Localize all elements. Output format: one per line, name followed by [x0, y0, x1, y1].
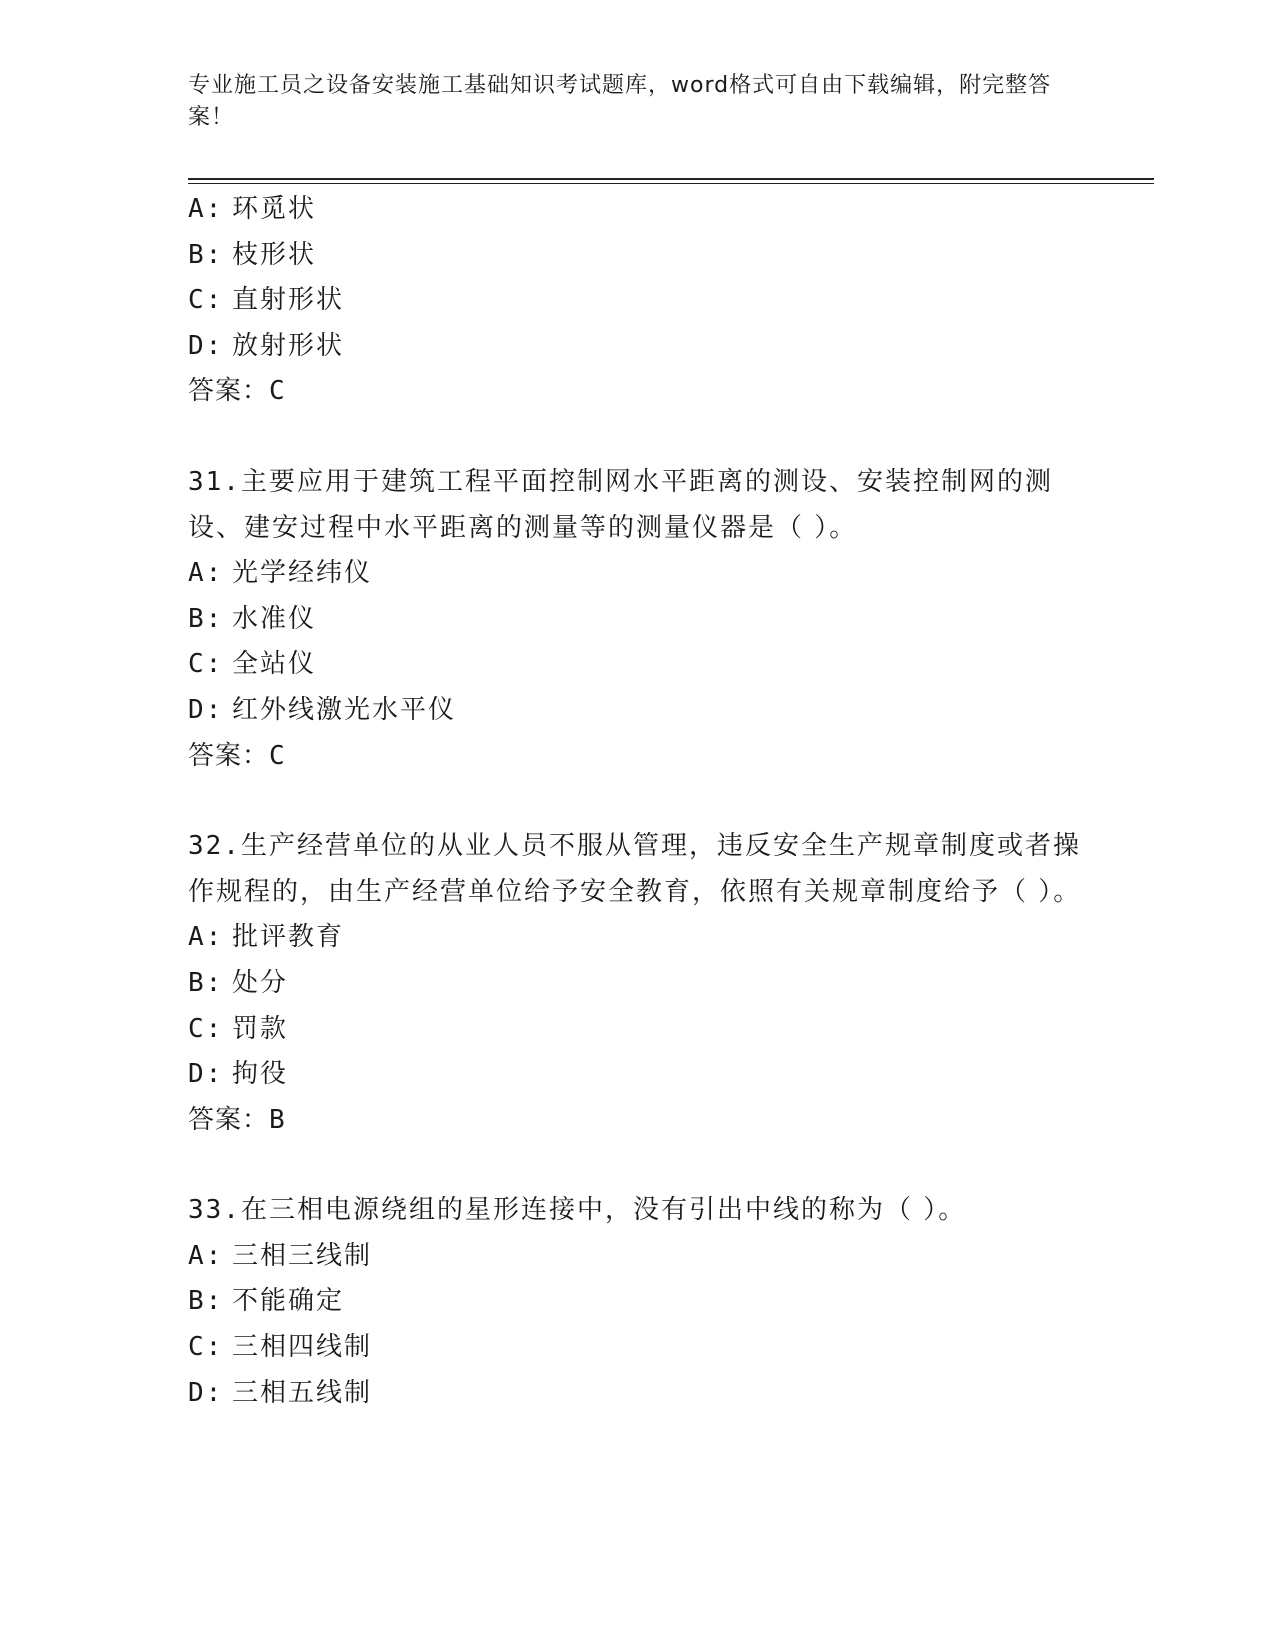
answer-line	[188, 1098, 1088, 1144]
answer-line	[188, 734, 1088, 780]
option-key: D:	[188, 1377, 224, 1408]
option-text: 批评教育	[232, 922, 345, 953]
answer-value: C	[269, 740, 286, 771]
option-b	[188, 961, 1088, 1007]
option-text: 环觅状	[232, 194, 317, 224]
option-text: 三相五线制	[232, 1377, 373, 1408]
option-text: 三相三线制	[232, 1240, 373, 1271]
option-text: 全站仪	[232, 649, 317, 680]
question-text	[188, 824, 1088, 915]
header-divider-thin	[188, 183, 1154, 184]
option-text: 枝形状	[232, 239, 317, 270]
option-key: C:	[188, 1013, 224, 1044]
question-text	[188, 460, 1088, 551]
option-text: 水准仪	[232, 603, 317, 634]
answer-label: 答案：	[188, 740, 270, 771]
option-d	[188, 1052, 1088, 1098]
option-b	[188, 233, 1088, 279]
question-body: 生产经营单位的从业人员不服从管理，违反安全生产规章制度或者操作规程的，由生产经营单位给予安全教育，依照有关规章制度给予（ ）。	[188, 831, 1082, 907]
option-text: 放射形状	[232, 330, 345, 361]
option-key: C:	[188, 649, 224, 680]
option-a	[188, 551, 1088, 597]
spacer	[188, 779, 1088, 824]
spacer	[188, 415, 1088, 460]
option-c	[188, 1325, 1088, 1371]
option-key: A:	[188, 1240, 224, 1271]
option-a	[188, 915, 1088, 961]
option-text: 处分	[232, 967, 289, 998]
option-key: D:	[188, 1059, 224, 1090]
option-key: A:	[188, 194, 224, 224]
option-c	[188, 278, 1088, 324]
option-key: B:	[188, 239, 224, 270]
answer-label: 答案：	[188, 376, 270, 407]
question-33	[188, 1188, 1088, 1416]
option-key: C:	[188, 285, 224, 316]
spacer	[188, 1143, 1088, 1188]
option-d	[188, 688, 1088, 734]
option-key: B:	[188, 967, 224, 998]
answer-label: 答案：	[188, 1104, 270, 1135]
option-c	[188, 1007, 1088, 1053]
answer-value: C	[269, 376, 286, 407]
option-text: 光学经纬仪	[232, 558, 373, 589]
option-key: C:	[188, 1332, 224, 1363]
option-a	[188, 1234, 1088, 1280]
question-text	[188, 1188, 1088, 1234]
option-c	[188, 642, 1088, 688]
question-body: 主要应用于建筑工程平面控制网水平距离的测设、安装控制网的测设、建安过程中水平距离的测量等的测量仪器是（ ）。	[188, 466, 1053, 543]
question-number: 31.	[188, 466, 241, 497]
option-key: B:	[188, 603, 224, 634]
option-text: 罚款	[232, 1013, 289, 1044]
option-text: 直射形状	[232, 285, 345, 316]
question-body: 在三相电源绕组的星形连接中，没有引出中线的称为（ ）。	[240, 1195, 967, 1226]
question-31	[188, 460, 1088, 779]
option-d	[188, 324, 1088, 370]
document-header: 专业施工员之设备安装施工基础知识考试题库，word格式可自由下载编辑，附完整答案！	[188, 73, 1052, 130]
question-list	[188, 187, 1088, 1416]
answer-line	[188, 369, 1088, 415]
option-text: 不能确定	[232, 1286, 345, 1317]
option-d	[188, 1371, 1088, 1417]
previous-question-options	[188, 187, 1088, 415]
option-b	[188, 1279, 1088, 1325]
option-text: 三相四线制	[232, 1332, 373, 1363]
option-b	[188, 597, 1088, 643]
option-text: 拘役	[232, 1059, 289, 1090]
question-number: 32.	[188, 831, 241, 862]
option-key: A:	[188, 558, 224, 589]
header-divider-thick	[188, 178, 1154, 180]
question-number: 33.	[188, 1195, 241, 1226]
option-key: A:	[188, 922, 224, 953]
option-key: B:	[188, 1286, 224, 1317]
question-32	[188, 824, 1088, 1143]
option-key: D:	[188, 330, 224, 361]
option-text: 红外线激光水平仪	[232, 694, 457, 725]
answer-value: B	[269, 1104, 286, 1135]
option-a	[188, 187, 1088, 233]
option-key: D:	[188, 694, 224, 725]
